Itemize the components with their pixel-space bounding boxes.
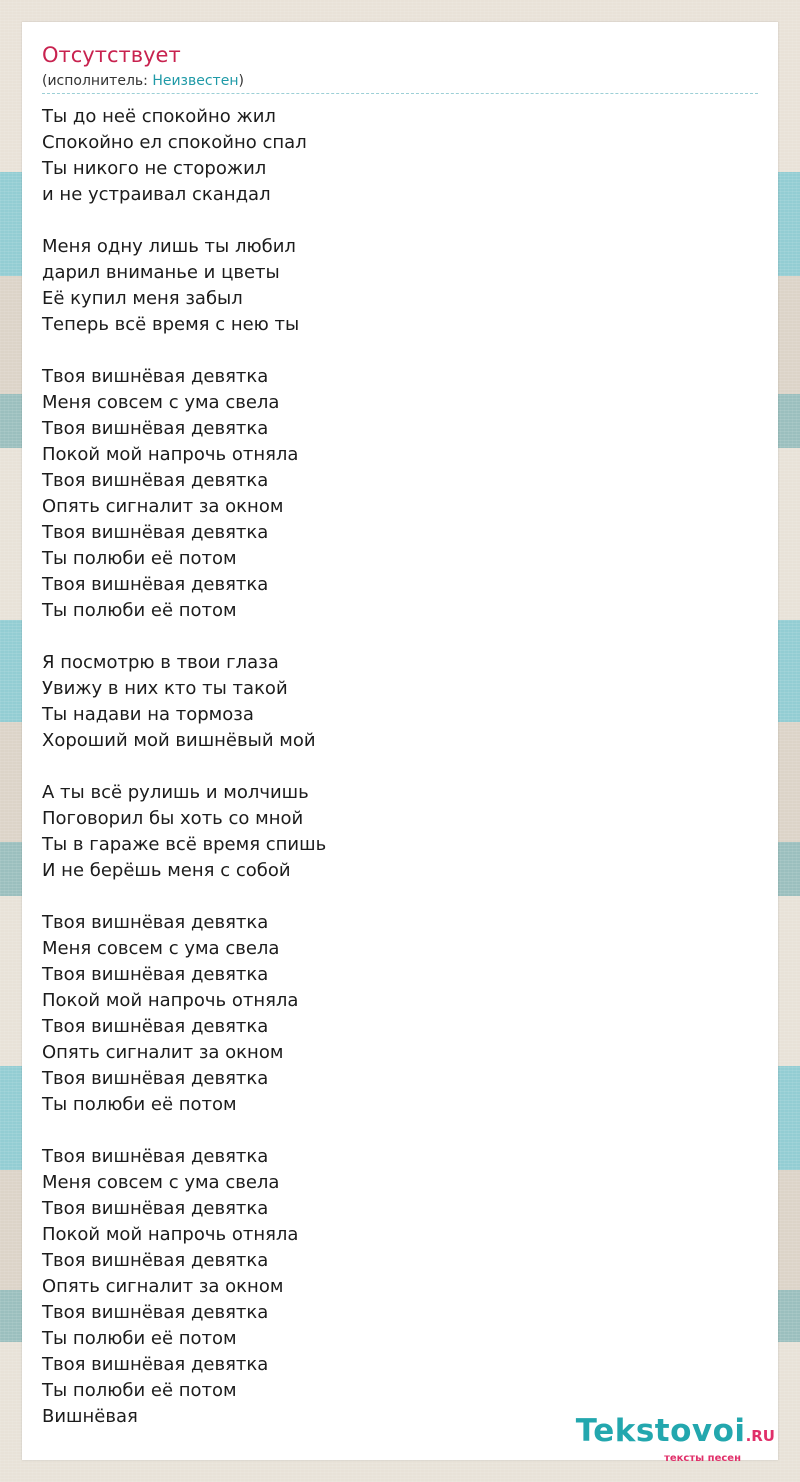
- lyric-line: Ты надави на тормоза: [42, 704, 254, 725]
- lyric-line: и не устраивал скандал: [42, 184, 271, 205]
- lyric-line: Ты полюби её потом: [42, 1094, 237, 1115]
- artist-prefix: (исполнитель:: [42, 73, 153, 89]
- artist-line: [42, 72, 244, 90]
- lyric-line: Я посмотрю в твои глаза: [42, 652, 279, 673]
- lyric-line: Ты в гараже всё время спишь: [42, 834, 327, 855]
- lyrics-stanza: [42, 104, 742, 208]
- lyrics-stanza: [42, 234, 742, 338]
- lyric-line: Меня совсем с ума свела: [42, 938, 280, 959]
- lyric-line: Ты до неё спокойно жил: [42, 106, 276, 127]
- lyrics-card: [22, 22, 778, 1464]
- lyric-line: Хороший мой вишнёвый мой: [42, 730, 316, 751]
- lyric-line: Ты никого не сторожил: [42, 158, 267, 179]
- lyric-line: Опять сигналит за окном: [42, 1276, 284, 1297]
- lyrics-stanza: [42, 364, 742, 624]
- lyric-line: Меня совсем с ума свела: [42, 392, 280, 413]
- lyric-line: Твоя вишнёвая девятка: [42, 912, 269, 933]
- lyric-line: Твоя вишнёвая девятка: [42, 418, 269, 439]
- lyric-line: Твоя вишнёвая девятка: [42, 470, 269, 491]
- logo-wordmark: [570, 1414, 775, 1453]
- lyric-line: А ты всё рулишь и молчишь: [42, 782, 309, 803]
- lyric-line: Покой мой напрочь отняла: [42, 444, 299, 465]
- song-title: Отсутствует: [42, 43, 181, 67]
- lyric-line: Твоя вишнёвая девятка: [42, 1016, 269, 1037]
- lyric-line: Теперь всё время с нею ты: [42, 314, 300, 335]
- lyric-line: Твоя вишнёвая девятка: [42, 1302, 269, 1323]
- logo-tagline: тексты песен: [664, 1453, 741, 1464]
- lyric-line: Опять сигналит за окном: [42, 1042, 284, 1063]
- lyric-line: Поговорил бы хоть со мной: [42, 808, 304, 829]
- lyric-line: Вишнёвая: [42, 1406, 138, 1427]
- lyric-line: Твоя вишнёвая девятка: [42, 574, 269, 595]
- artist-suffix: ): [238, 73, 244, 89]
- lyric-line: Ты полюби её потом: [42, 548, 237, 569]
- logo-main-text: Tekstovoi: [575, 1413, 746, 1449]
- lyric-line: Увижу в них кто ты такой: [42, 678, 288, 699]
- lyric-line: Покой мой напрочь отняла: [42, 990, 299, 1011]
- lyrics-stanza: [42, 910, 742, 1118]
- lyrics-stanza: [42, 780, 742, 884]
- lyric-line: Твоя вишнёвая девятка: [42, 366, 269, 387]
- lyric-line: Ты полюби её потом: [42, 1328, 237, 1349]
- lyric-line: И не берёшь меня с собой: [42, 860, 291, 881]
- lyric-line: Твоя вишнёвая девятка: [42, 1354, 269, 1375]
- artist-link[interactable]: Неизвестен: [152, 73, 239, 89]
- lyric-line: Спокойно ел спокойно спал: [42, 132, 307, 153]
- lyric-line: дарил вниманье и цветы: [42, 262, 280, 283]
- lyric-line: Твоя вишнёвая девятка: [42, 1198, 269, 1219]
- lyric-line: Твоя вишнёвая девятка: [42, 1250, 269, 1271]
- lyric-line: Покой мой напрочь отняла: [42, 1224, 299, 1245]
- lyric-line: Твоя вишнёвая девятка: [42, 1068, 269, 1089]
- lyric-line: Твоя вишнёвая девятка: [42, 964, 269, 985]
- lyric-line: Ты полюби её потом: [42, 1380, 237, 1401]
- lyric-line: Твоя вишнёвая девятка: [42, 522, 269, 543]
- lyric-line: Меня одну лишь ты любил: [42, 236, 296, 257]
- lyric-line: Ты полюби её потом: [42, 600, 237, 621]
- lyric-line: Твоя вишнёвая девятка: [42, 1146, 269, 1167]
- title-divider: [42, 93, 758, 94]
- lyrics-stanza: [42, 1144, 742, 1430]
- lyric-line: Меня совсем с ума свела: [42, 1172, 280, 1193]
- logo-domain: .RU: [745, 1427, 775, 1445]
- site-logo[interactable]: [570, 1413, 775, 1464]
- lyric-line: Её купил меня забыл: [42, 288, 243, 309]
- lyric-line: Опять сигналит за окном: [42, 496, 284, 517]
- lyrics-text: [42, 104, 742, 1456]
- lyrics-stanza: [42, 650, 742, 754]
